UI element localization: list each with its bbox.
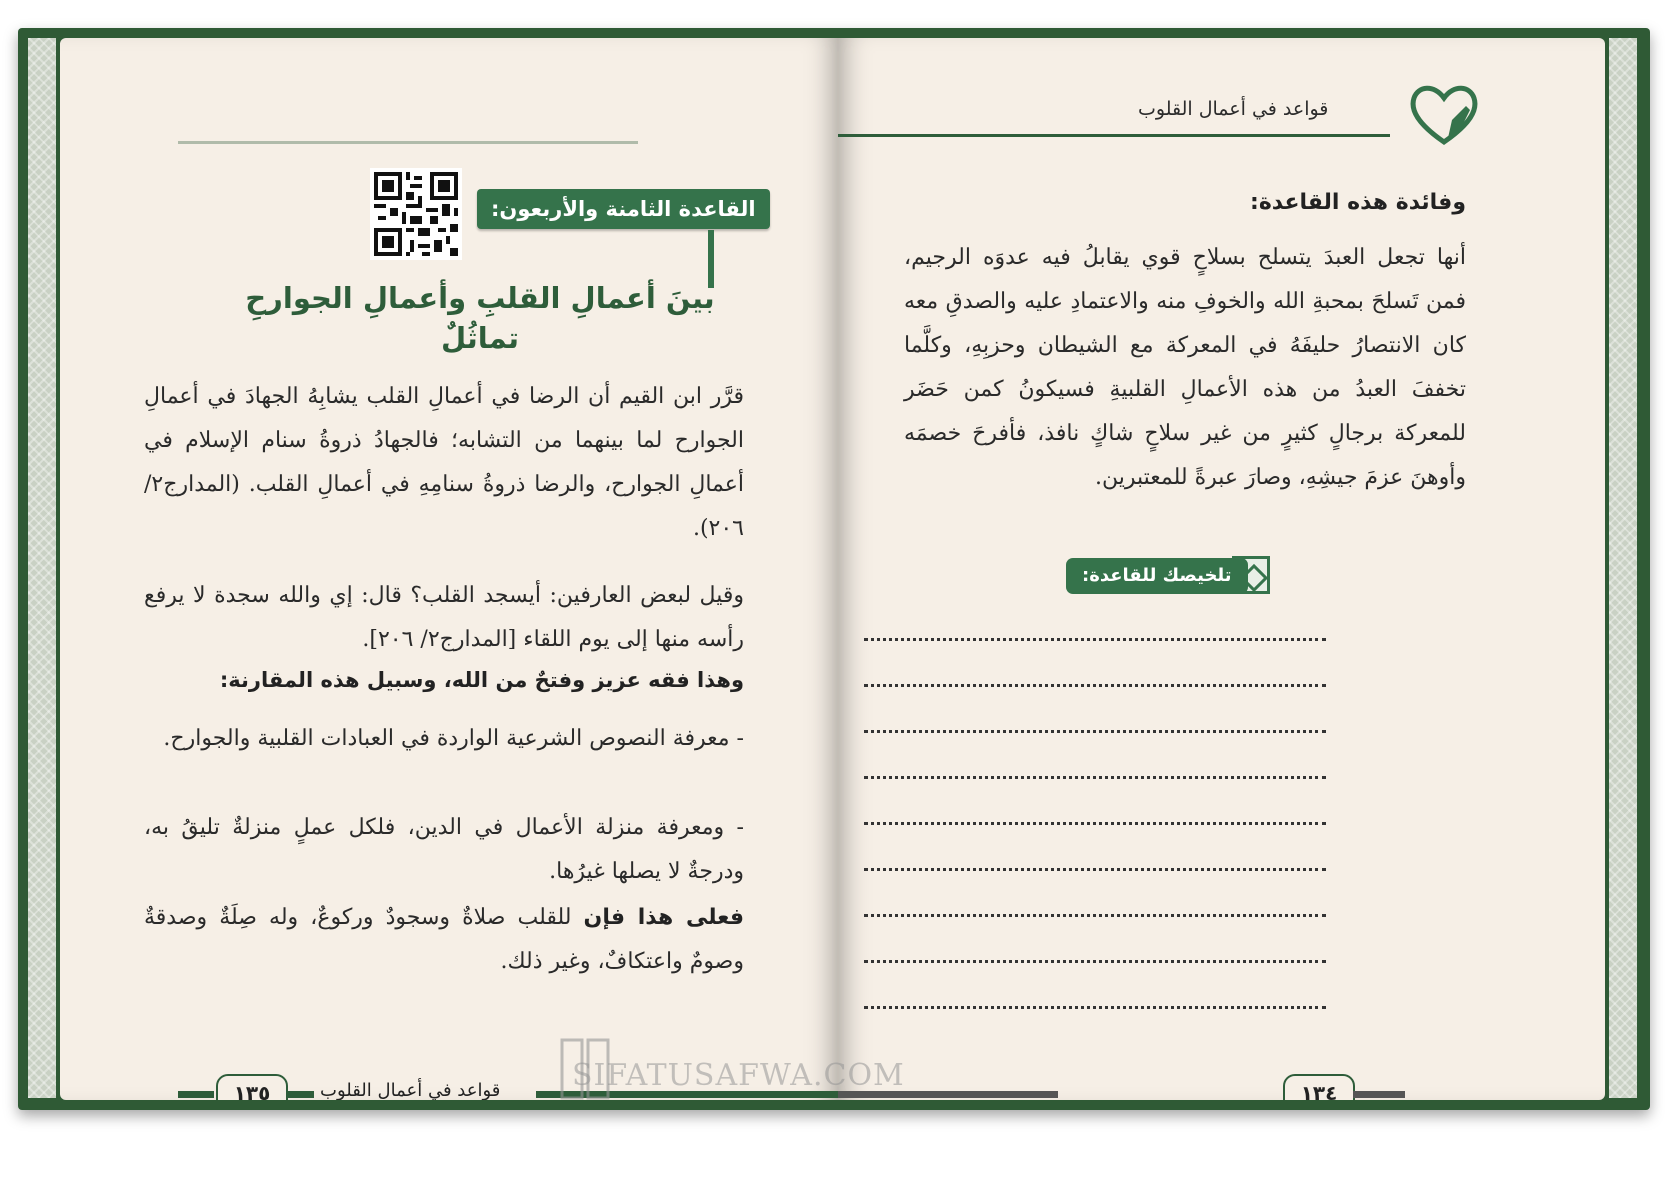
paragraph-body: للقلب صلاةٌ وسجودٌ وركوعٌ، وله صِلَةٌ وصدقةٌ وصومٌ واعتكافٌ، وغير ذلك.	[144, 905, 744, 974]
heading-comparison: وهذا فقه عزيز وفتحٌ من الله، وسبيل هذه المقارنة:	[219, 668, 744, 692]
heart-hand-logo-icon	[1404, 80, 1484, 150]
paragraph-ibn-qayyim: قرَّر ابن القيم أن الرضا في أعمالِ القلب يشابِهُ الجهادَ في أعمالِ الجوارح لما بينهما من التشابه؛ فالجهادُ ذروةُ سنام الإسلام في أعمالِ الجوارح، والرضا ذروةُ سنامِهِ في أعمالِ القلب. (المدارج٢/ ٢٠٦).	[144, 384, 744, 541]
footer-bar-mid	[288, 1091, 314, 1098]
heading-benefit: وفائدة هذه القاعدة:	[1250, 190, 1466, 215]
footer-title: قواعد في أعمال القلوب	[320, 1080, 501, 1100]
rule-number-banner: القاعدة الثامنة والأربعون:	[477, 189, 770, 229]
note-line[interactable]	[864, 914, 1326, 917]
left-page	[60, 38, 838, 1100]
header-rule-faint	[178, 141, 638, 144]
paragraph-lead: فعلى هذا فإن	[583, 905, 745, 930]
right-page	[838, 38, 1605, 1100]
note-line[interactable]	[864, 638, 1326, 641]
header-rule	[838, 134, 1390, 137]
paragraph-arifin: وقيل لبعض العارفين: أيسجد القلب؟ قال: إي والله سجدة لا يرفع رأسه منها إلى يوم اللقاء [المدارج٢/ ٢٠٦].	[144, 583, 744, 652]
note-line[interactable]	[864, 776, 1326, 779]
watermark-text: SIFATUSAFWA.COM	[572, 1058, 905, 1093]
page-number: ١٣٥	[216, 1074, 288, 1100]
bullet-texts: - معرفة النصوص الشرعية الواردة في العبادات القلبية والجوارح.	[163, 726, 744, 751]
note-line[interactable]	[864, 684, 1326, 687]
bullet-rank: - ومعرفة منزلة الأعمال في الدين، فلكل عملٍ منزلةٌ تليقُ به، ودرجةٌ لا يصلها غيرُها.	[144, 815, 744, 884]
paragraph-benefit: أنها تجعل العبدَ يتسلح بسلاحٍ قوي يقابلُ فيه عدوَه الرجيم، فمن تَسلحَ بمحبةِ الله والخوفِ منه والاعتمادِ عليه والصدقِ معه كان الانتصارُ حليفَهُ في المعركة مع الشيطان وحزبِهِ، وكلَّما تخففَ العبدُ من هذه الأعمالِ القلبيةِ فسيكونُ كمن حَضَر للمعركة برجالٍ كثيرٍ من غير سلاحٍ شاكٍ نافذ، فأفرحَ خصمَه وأوهنَ عزمَ جيشِهِ، وصارَ عبرةً للمعتبرين.	[904, 245, 1466, 490]
paragraph-heart-worship	[144, 896, 744, 984]
qr-code-icon	[370, 168, 462, 260]
note-line[interactable]	[864, 730, 1326, 733]
note-line[interactable]	[864, 960, 1326, 963]
page-number: ١٣٤	[1283, 1074, 1355, 1100]
page-edges-left	[28, 38, 56, 1098]
rule-title: بينَ أعمالِ القلبِ وأعمالِ الجوارحِ تماثُلٌ	[245, 281, 715, 355]
footer-bar-left	[178, 1091, 214, 1098]
note-line[interactable]	[864, 822, 1326, 825]
footer-bar-right	[1353, 1091, 1405, 1098]
note-line[interactable]	[864, 1006, 1326, 1009]
page-edges-right	[1609, 38, 1637, 1098]
note-line[interactable]	[864, 868, 1326, 871]
running-header-title: قواعد في أعمال القلوب	[1138, 98, 1329, 120]
summary-label: تلخيصك للقاعدة:	[1066, 558, 1248, 594]
